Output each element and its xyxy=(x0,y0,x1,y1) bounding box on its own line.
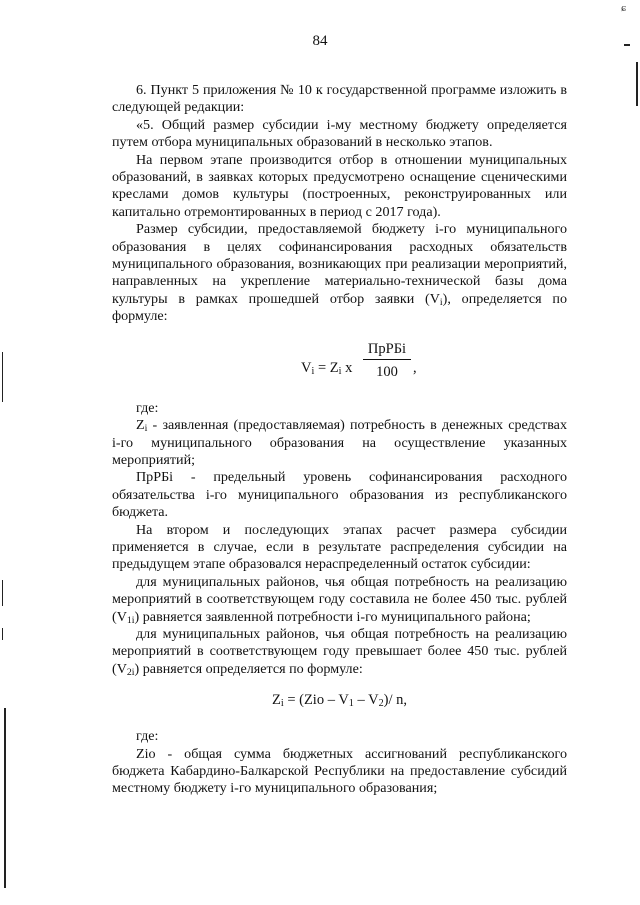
formula-fraction xyxy=(363,340,411,382)
scan-edge-mark-right xyxy=(636,62,638,106)
formula2-z: Z xyxy=(272,692,281,709)
corner-mark: ɕ xyxy=(621,2,626,14)
page-number: 84 xyxy=(312,33,328,49)
formula2-part1: = (Zio – V xyxy=(283,692,349,709)
subscript: 2i xyxy=(126,666,135,678)
definition-zi-subscript: i xyxy=(144,423,148,435)
formula-denominator: 100 xyxy=(376,363,398,380)
definition-zi-symbol: Z xyxy=(136,417,145,434)
scan-edge-mark-left-4 xyxy=(4,708,6,888)
paragraph-districts-under-450-text: для муниципальных районов, чья общая потребность на реализацию мероприятий в соответствующем году составила не более 450 тыс. рублей (V xyxy=(112,573,567,625)
where-label-1: где: xyxy=(136,399,159,416)
scan-edge-mark-top xyxy=(624,44,630,46)
definition-zi-text: - заявленная (предоставляемая) потребность в денежных средствах i-го муниципального образования на осуществление указанных мероприятий; xyxy=(112,417,567,468)
paragraph-subsidy-formula-intro-text: Размер субсидии, предоставляемой бюджету i-го муниципального образования в целях софинансирования расходных обязательств муниципального образования, возникающих при реализации мероприятий, направленных на укрепление материально-технической базы дома культуры в рамках прошедшей отбор заявки (V xyxy=(112,221,567,307)
paragraph-districts-over-450-tail: ) равняется определяется по формуле: xyxy=(134,660,363,677)
scan-edge-mark-left-1 xyxy=(2,352,3,402)
paragraph-subsidy-formula-intro-tail: ), определяется по формуле: xyxy=(112,290,568,325)
document-body xyxy=(112,82,567,798)
paragraph-districts-over-450 xyxy=(112,626,567,678)
formula-subsidy-lhs xyxy=(301,360,352,377)
formula-z-subscript: i xyxy=(338,365,342,377)
subscript: i xyxy=(439,296,443,308)
definition-zio: Zio - общая сумма бюджетных ассигнований республиканского бюджета Кабардино-Балкарской Республики на предоставление субсидий местному бюджету i-го муниципального образования; xyxy=(112,745,567,797)
subscript: 1i xyxy=(126,614,135,626)
formula2-subscript-2: 2 xyxy=(378,698,384,710)
formula-equals-z: = Z xyxy=(314,359,339,376)
formula-times: x xyxy=(341,359,353,376)
paragraph-subsidy-formula-intro xyxy=(112,221,567,325)
formula-comma: , xyxy=(413,359,417,376)
formula-remainder xyxy=(112,690,567,710)
formula2-subscript-1: 1 xyxy=(348,698,354,710)
paragraph-first-stage: На первом этапе производится отбор в отношении муниципальных образований, в заявках которых предусмотрено оснащение сценическими креслами домов культуры (построенных, реконструированных или капитально отремонтированных в период с 2017 года). xyxy=(112,151,567,220)
paragraph-districts-under-450-tail: ) равняется заявленной потребности i-го муниципального района; xyxy=(134,608,531,625)
formula2-part2: – V xyxy=(353,692,379,709)
formula-v-subscript: i xyxy=(311,365,315,377)
paragraph-second-stage: На втором и последующих этапах расчет размера субсидии применяется в случае, если в результате распределения субсидии на предыдущем этапе образовался нераспределенный остаток субсидии: xyxy=(112,521,567,573)
paragraph-districts-under-450 xyxy=(112,574,567,626)
paragraph-amendment: 6. Пункт 5 приложения № 10 к государственной программе изложить в следующей редакции: xyxy=(112,82,567,116)
definition-prbi: ПрРБi - предельный уровень софинансирования расходного обязательства i-го муниципального образования из республиканского бюджета. xyxy=(112,469,567,521)
scan-edge-mark-left-2 xyxy=(2,580,3,606)
formula-v: V xyxy=(301,359,312,376)
formula2-z-subscript: i xyxy=(280,698,284,710)
scan-edge-mark-left-3 xyxy=(2,628,3,640)
formula-numerator: ПрРБi xyxy=(363,340,411,360)
paragraph-districts-over-450-text: для муниципальных районов, чья общая потребность на реализацию мероприятий в соответствующем году превышает более 450 тыс. рублей (V xyxy=(112,625,567,677)
formula2-part3: )/ n, xyxy=(383,692,407,709)
definition-zi xyxy=(112,417,567,469)
paragraph-subsidy-size: «5. Общий размер субсидии i-му местному бюджету определяется путем отбора муниципальных образований в несколько этапов. xyxy=(112,116,567,151)
formula-subsidy xyxy=(112,336,567,396)
where-label-2: где: xyxy=(136,728,159,745)
